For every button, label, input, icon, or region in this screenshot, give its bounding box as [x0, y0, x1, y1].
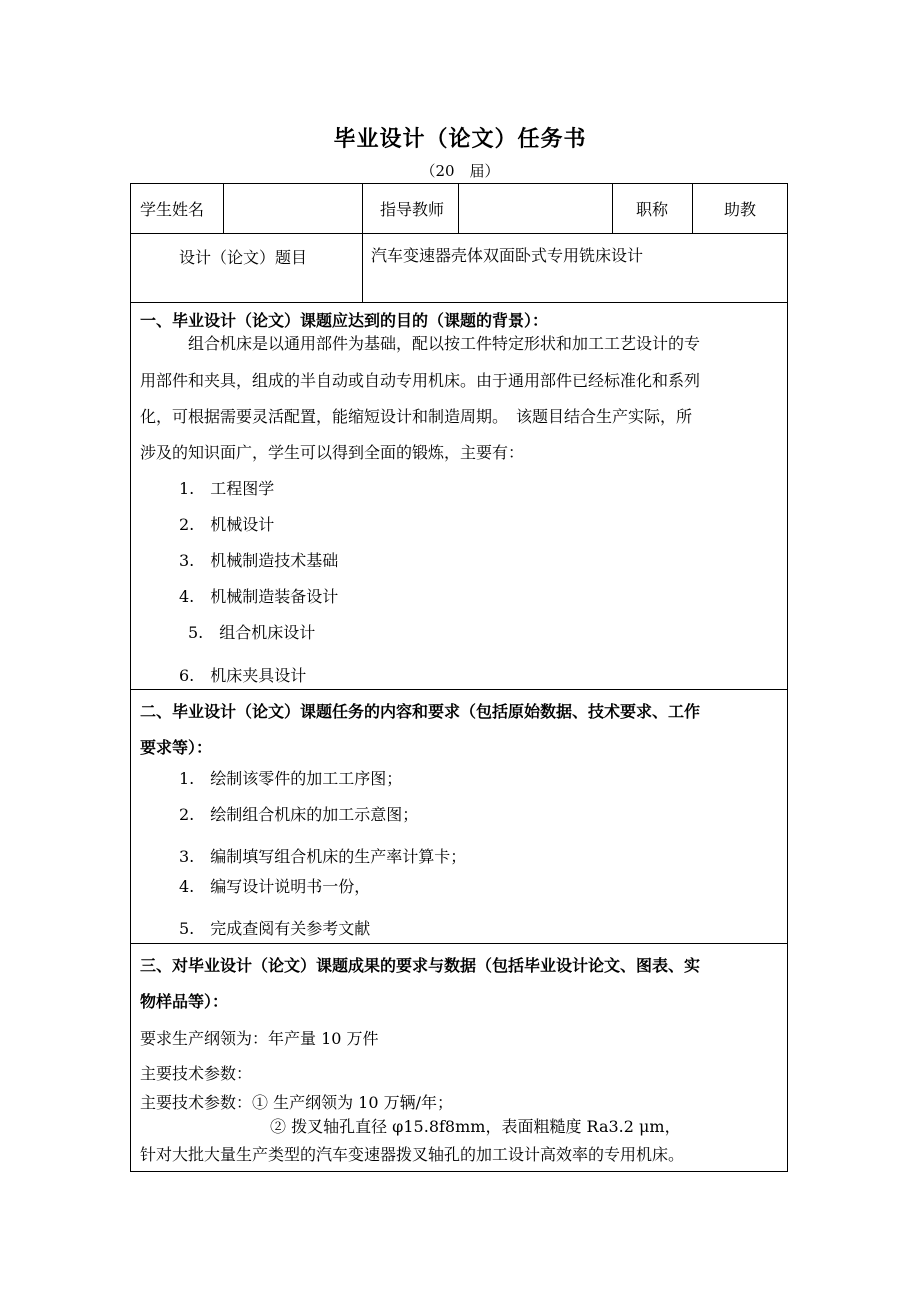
section2-list-item: 4. 编写设计说明书一份， [179, 877, 371, 896]
section2-list-item: 1. 绘制该零件的加工工序图； [179, 769, 403, 788]
col-divider [612, 184, 613, 233]
task-form-table [130, 183, 788, 1172]
col-divider [458, 184, 459, 233]
production-requirement: 要求生产纲领为：年产量 10 万件 [140, 1029, 379, 1048]
topic-value[interactable]: 汽车变速器壳体双面卧式专用铣床设计 [371, 246, 644, 265]
row-divider [131, 943, 787, 944]
advisor-label: 指导教师 [380, 200, 445, 219]
session-label: （20 届） [420, 162, 500, 180]
section1-list-item: 1. 工程图学 [179, 479, 275, 498]
row-divider [131, 233, 787, 234]
tech-param-line: 主要技术参数：① 生产纲领为 10 万辆/年； [140, 1093, 454, 1112]
section2-list-item: 2. 绘制组合机床的加工示意图； [179, 805, 419, 824]
section1-list-item: 4. 机械制造装备设计 [179, 587, 339, 606]
section1-paragraph-line: 组合机床是以通用部件为基础，配以按工件特定形状和加工工艺设计的专 [140, 334, 701, 353]
section1-list-item: 3. 机械制造技术基础 [179, 551, 339, 570]
page-title: 毕业设计（论文）任务书 [333, 126, 587, 152]
col-divider [692, 184, 693, 233]
rank-value[interactable]: 助教 [724, 200, 757, 219]
section1-paragraph-line: 涉及的知识面广，学生可以得到全面的锻炼，主要有： [140, 443, 525, 462]
section2-list-item: 3. 编制填写组合机床的生产率计算卡； [179, 847, 467, 866]
col-divider [362, 184, 363, 302]
tech-params-label: 主要技术参数： [140, 1064, 253, 1083]
section2-heading: 要求等）： [140, 738, 213, 757]
section2-heading: 二、毕业设计（论文）课题任务的内容和要求（包括原始数据、技术要求、工作 [140, 702, 701, 721]
row-divider [131, 689, 787, 690]
section1-heading: 一、毕业设计（论文）课题应达到的目的（课题的背景）： [140, 311, 549, 330]
section1-list-item: 2. 机械设计 [179, 515, 275, 534]
section3-heading: 物样品等）： [140, 992, 229, 1011]
section1-list-item: 6. 机床夹具设计 [179, 666, 307, 685]
row-divider [131, 302, 787, 303]
section3-heading: 三、对毕业设计（论文）课题成果的要求与数据（包括毕业设计论文、图表、实 [140, 956, 701, 975]
topic-label: 设计（论文）题目 [179, 248, 308, 267]
tech-param-line: ② 拨叉轴孔直径 φ15.8f8mm，表面粗糙度 Ra3.2 μm， [270, 1117, 681, 1136]
student-name-label: 学生姓名 [140, 200, 205, 219]
rank-label: 职称 [636, 200, 669, 219]
summary-line: 针对大批大量生产类型的汽车变速器拨叉轴孔的加工设计高效率的专用机床。 [140, 1145, 685, 1164]
section1-paragraph-line: 化，可根据需要灵活配置，能缩短设计和制造周期。 该题目结合生产实际，所 [140, 407, 693, 426]
col-divider [223, 184, 224, 233]
section1-list-item: 5. 组合机床设计 [188, 623, 316, 642]
section2-list-item: 5. 完成查阅有关参考文献 [179, 919, 371, 938]
section1-paragraph-line: 用部件和夹具，组成的半自动或自动专用机床。由于通用部件已经标准化和系列 [140, 371, 701, 390]
